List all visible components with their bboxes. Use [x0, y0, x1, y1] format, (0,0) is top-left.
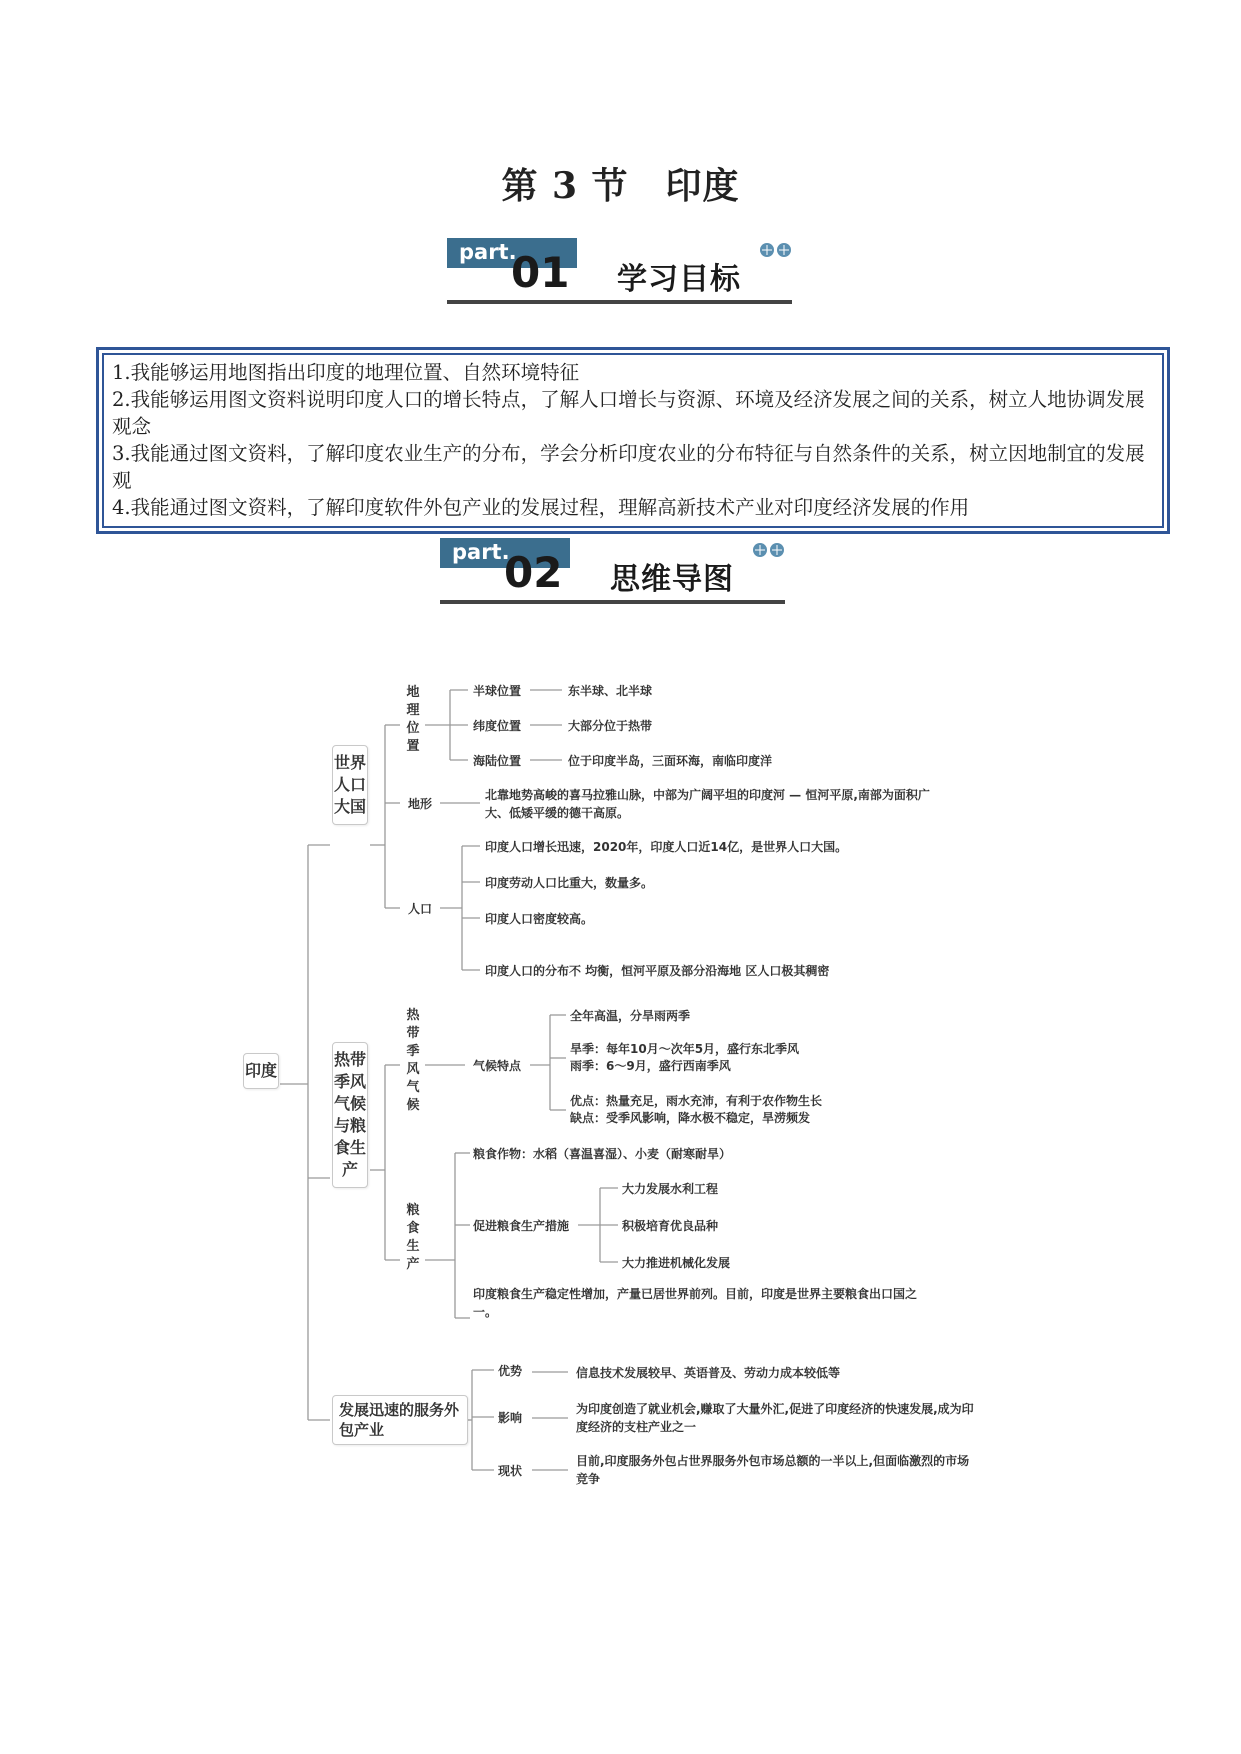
objective-2: 2.我能够运用图文资料说明印度人口的增长特点，了解人口增长与资源、环境及经济发展之间的关系，树立人地协调发展观念	[112, 388, 1145, 438]
node-hemisphere-value: 东半球、北半球	[568, 684, 653, 698]
section-heading: 学习目标	[617, 262, 741, 297]
node-climate: 热带季风气候	[406, 1008, 420, 1113]
part-label: part.	[459, 240, 517, 264]
part-label: part.	[452, 540, 510, 564]
node-food-result: 印度粮食生产稳定性增加，产量已居世界前列。目前，印度是世界主要粮食出口国之一。	[473, 1287, 918, 1319]
branch-outsourcing: 发展迅速的服务外包产业	[332, 1395, 468, 1445]
node-status: 现状	[498, 1464, 523, 1478]
section-number: 02	[504, 548, 563, 597]
node-measure-1: 大力发展水利工程	[622, 1182, 719, 1196]
node-measure-3: 大力推进机械化发展	[622, 1256, 731, 1270]
node-pop-1: 印度人口增长迅速，2020年，印度人口近14亿，是世界人口大国。	[485, 840, 848, 854]
node-pop-3: 印度人口密度较高。	[485, 912, 594, 926]
node-climate-dry: 旱季：每年10月～次年5月，盛行东北季风	[570, 1042, 800, 1056]
node-impact-value: 为印度创造了就业机会,赚取了大量外汇,促进了印度经济的快速发展,成为印度经济的支柱产业之一	[576, 1402, 974, 1434]
node-latitude: 纬度位置	[473, 719, 522, 733]
node-climate-pros: 优点：热量充足，雨水充沛，有利于农作物生长	[570, 1094, 823, 1108]
objective-4: 4.我能通过图文资料，了解印度软件外包产业的发展过程，理解高新技术产业对印度经济发展的作用	[112, 496, 970, 519]
page-title: 第 3 节 印度	[501, 165, 740, 207]
node-food: 粮食生产	[406, 1203, 420, 1272]
node-advantage-value: 信息技术发展较早、英语普及、劳动力成本较低等	[576, 1366, 841, 1380]
node-measure-2: 积极培育优良品种	[622, 1219, 719, 1233]
node-climate-wet: 雨季：6～9月，盛行西南季风	[570, 1059, 731, 1073]
node-pop-4: 印度人口的分布不 均衡，恒河平原及部分沿海地 区人口极其稠密	[485, 964, 830, 978]
objective-1: 1.我能够运用地图指出印度的地理位置、自然环境特征	[112, 361, 580, 384]
node-land-sea: 海陆位置	[473, 754, 522, 768]
node-pop-2: 印度劳动人口比重大，数量多。	[485, 876, 654, 890]
node-advantage: 优势	[498, 1364, 523, 1378]
node-status-value: 目前,印度服务外包占世界服务外包市场总额的一半以上,但面临激烈的市场竞争	[576, 1454, 970, 1486]
node-hemisphere: 半球位置	[473, 684, 522, 698]
node-climate-1: 全年高温，分旱雨两季	[570, 1009, 691, 1023]
node-climate-features: 气候特点	[473, 1059, 522, 1073]
node-climate-cons: 缺点：受季风影响，降水极不稳定，旱涝频发	[570, 1111, 811, 1125]
node-population: 人口	[408, 902, 433, 916]
node-terrain-value: 北靠地势高峻的喜马拉雅山脉，中部为广阔平坦的印度河 — 恒河平原,南部为面积广大、低矮平缓的德干高原。	[485, 788, 930, 820]
branch-monsoon-food: 热带季风气候与粮食生产	[332, 1042, 368, 1188]
node-land-sea-value: 位于印度半岛，三面环海，南临印度洋	[568, 754, 773, 768]
branch-population-power: 世界人口大国	[332, 745, 368, 825]
node-crops: 粮食作物：水稻（喜温喜湿）、小麦（耐寒耐旱）	[473, 1147, 732, 1161]
node-terrain: 地形	[408, 797, 433, 811]
node-impact: 影响	[498, 1411, 523, 1425]
section-number: 01	[511, 248, 570, 297]
node-location: 地理位置	[406, 685, 420, 754]
node-latitude-value: 大部分位于热带	[568, 719, 653, 733]
section-heading: 思维导图	[610, 562, 734, 597]
node-measures: 促进粮食生产措施	[473, 1219, 570, 1233]
objective-3: 3.我能通过图文资料，了解印度农业生产的分布，学会分析印度农业的分布特征与自然条件的关系，树立因地制宜的发展观	[112, 442, 1145, 492]
mindmap-root: 印度	[243, 1053, 279, 1089]
